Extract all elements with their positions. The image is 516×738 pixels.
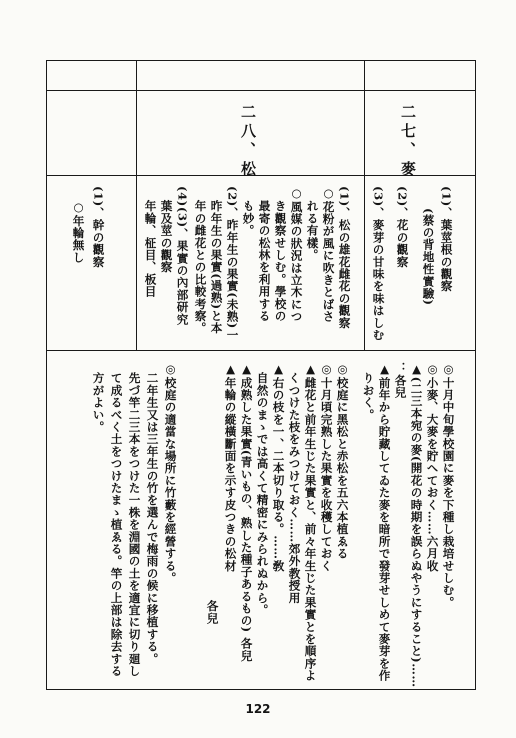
obs-27-line-4: (3)、麥芽の甘味を味はしむ [371, 186, 386, 342]
page-number: 122 [245, 702, 271, 716]
note-28-line-3: ▲雌花と前年生じた果實と、前々年生じた果實とを順序よ [303, 362, 318, 682]
note-29-line-5: 方がよい。 [91, 372, 106, 433]
obs-27-line-2: (蔡の背地性實驗) [421, 208, 436, 306]
obs-28-line-8: (2)、昨年生の果實(未熟)一 [225, 186, 240, 342]
note-29-line-4: て成るべく土をつけたまゝ植ゑる。竿の上部は除去する [109, 372, 124, 677]
note-27-line-4: ：各兒 [393, 362, 408, 399]
section-heading-27: 二七、麥 [399, 104, 417, 180]
obs-28-line-3: れる有樣。 [305, 200, 320, 261]
obs-27-line-3: (2)、花の觀察 [395, 186, 410, 268]
obs-27-line-1: (1)、葉莖根の觀察 [439, 186, 454, 293]
note-28-line-9: 各兒 [205, 600, 220, 625]
obs-28-line-12: 葉及莖の觀察 [159, 200, 174, 274]
column-divider-left [136, 60, 137, 350]
note-27-line-2: ◎小麥、大麥を貯へておく……六月收 [425, 362, 440, 572]
obs-28-line-5: き觀察せしむ。學校の [273, 200, 288, 322]
obs-28-line-7: も妙。 [241, 200, 256, 237]
note-29-line-3: 先づ竿二三本をつけた一株を淵國の土を適宜に切り廻し [127, 372, 142, 677]
note-28-line-8: ▲年輪の縱橫斷面を示す皮つきの松材 [223, 362, 238, 572]
note-28-line-7: ▲成熟した果實(青いもの、熟した種子あるもの) 各兒 [239, 362, 254, 662]
column-divider-right [364, 60, 365, 350]
note-29-line-2: 二年生又は三年生の竹を選んで梅雨の候に移植する。 [145, 372, 160, 665]
note-27-line-1: ◎十月中旬學校園に麥を下種し栽培せしむ。 [441, 362, 456, 609]
obs-28-line-10: 年の雌花との比較考察。 [193, 200, 208, 335]
obs-29-line-2: ○年輪無し [71, 200, 86, 264]
obs-28-line-4: ○風媒の狀況は立木につ [289, 186, 304, 323]
row-divider [46, 350, 476, 351]
note-28-line-4: くつけた枝をみつけておく……郊外教授用 [287, 372, 302, 604]
obs-28-line-9: 昨年生の果實(過熟)と本 [209, 200, 224, 335]
note-29-line-1: ◎校庭の適當な場所に竹藪を經營する。 [163, 362, 178, 584]
note-28-line-2: ◎十月頃完熟した果實を收穫しておく [319, 362, 334, 572]
note-28-line-5: ▲右の枝を一、二本切り取る。……敎 [271, 362, 286, 572]
obs-28-line-2: ○花粉が風に吹きとばさ [321, 186, 336, 323]
note-28-line-6: 自然のまゝでは高くて精密にみられぬから。 [255, 372, 270, 616]
note-27-line-5: ▲前年から貯藏してゐた麥を暗所で發芽せしめて麥芽を作 [377, 362, 392, 682]
note-27-line-3: ▲(二三本宛の麥(開花の時期を誤らぬやうにすること)…… [409, 362, 424, 688]
obs-28-line-1: (1)、松の雄花雌花の觀察 [337, 186, 352, 329]
header-divider [46, 90, 476, 91]
note-28-line-1: ◎校庭に黑松と赤松を五六本植ゑる [335, 362, 350, 560]
obs-29-line-1: (1)、幹の觀察 [91, 186, 106, 268]
obs-28-line-11: (4)(3)、果實の內部研究 [175, 186, 190, 326]
obs-28-line-6: 最寄の松林を利用する [257, 200, 272, 322]
section-heading-28: 二八、松 [239, 104, 257, 180]
obs-28-line-13: 年輪、柾目、板目 [143, 200, 158, 298]
note-27-line-6: りおく。 [361, 372, 376, 421]
